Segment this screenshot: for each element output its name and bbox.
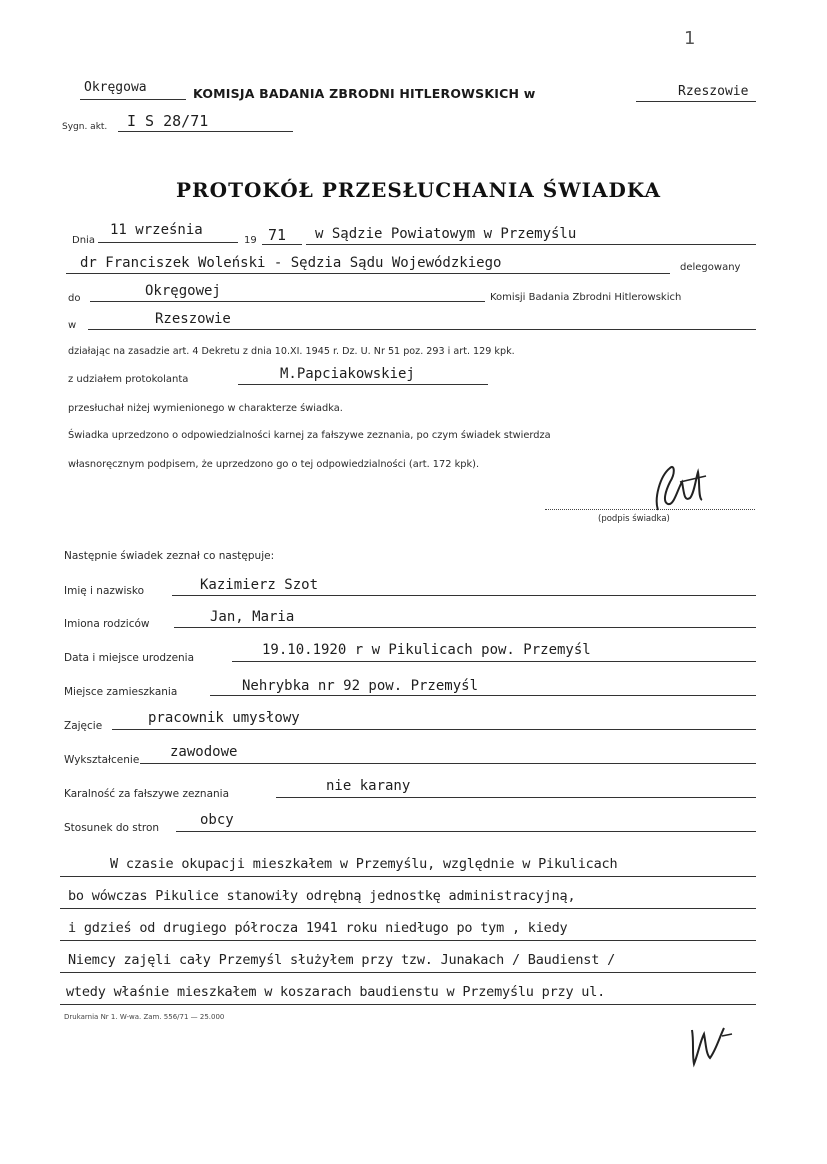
narrative-line: W czasie okupacji mieszkałem w Przemyślu, względnie w Pikulicach [110, 856, 618, 872]
heard-text: przesłuchał niżej wymienionego w charakterze świadka. [68, 403, 343, 414]
warning-line-1: Świadka uprzedzono o odpowiedzialności karnej za fałszywe zeznania, po czym świadek stwierdza [68, 430, 551, 441]
commission-kind: Okręgowa [84, 80, 147, 95]
page-title: PROTOKÓŁ PRZESŁUCHANIA ŚWIADKA [176, 178, 661, 202]
to-label: do [68, 293, 81, 304]
date-label: Dnia [72, 235, 95, 246]
file-number-label: Sygn. akt. [62, 122, 108, 132]
witness-parents: Jan, Maria [210, 609, 295, 625]
witness-initials [686, 1024, 736, 1068]
warning-line-2: własnoręcznym podpisem, że uprzedzono go o tej odpowiedzialności (art. 172 kpk). [68, 459, 480, 470]
delegated-label: delegowany [680, 262, 741, 273]
witness-occupation: pracownik umysłowy [148, 710, 300, 726]
date-day-month: 11 września [110, 222, 203, 238]
signature-caption: (podpis świadka) [598, 514, 670, 524]
hearing-place: w Sądzie Powiatowym w Przemyślu [315, 226, 577, 242]
year-prefix: 19 [244, 235, 257, 246]
print-footer: Drukarnia Nr 1. W-wa. Zam. 556/71 — 25.000 [64, 1013, 225, 1021]
file-number: I S 28/71 [127, 112, 209, 130]
legal-basis: działając na zasadzie art. 4 Dekretu z dnia 10.XI. 1945 r. Dz. U. Nr 51 poz. 293 i art. 129 kpk. [68, 346, 515, 357]
witness-relation: obcy [200, 812, 234, 828]
narrative-line: wtedy właśnie mieszkałem w koszarach baudienstu w Przemyślu przy ul. [66, 984, 606, 1000]
commission-label: Komisji Badania Zbrodni Hitlerowskich [490, 292, 682, 303]
narrative-line: i gdzieś od drugiego półrocza 1941 roku niedługo po tym , kiedy [68, 920, 568, 936]
witness-education: zawodowe [170, 744, 238, 760]
witness-signature [640, 458, 720, 520]
witness-name: Kazimierz Szot [200, 577, 319, 593]
page-number: 1 [684, 28, 696, 49]
witness-birth: 19.10.1920 r w Pikulicach pow. Przemyśl [262, 642, 591, 658]
narrative-line: bo wówczas Pikulice stanowiły odrębną jednostkę administracyjną, [68, 888, 576, 904]
protocolist: M.Papciakowskiej [280, 366, 415, 382]
narrative-line: Niemcy zajęli cały Przemyśl służyłem przy tzw. Junakach / Baudienst / [68, 952, 616, 968]
witness-residence: Nehrybka nr 92 pow. Przemyśl [242, 678, 479, 694]
year-suffix: 71 [268, 226, 287, 244]
witness-record: nie karany [326, 778, 411, 794]
witness-lead: Następnie świadek zeznał co następuje: [64, 550, 275, 562]
examiner: dr Franciszek Woleński - Sędzia Sądu Wojewódzkiego [80, 255, 502, 271]
city: Rzeszowie [155, 311, 231, 327]
commission-city: Rzeszowie [678, 84, 749, 99]
commission-kind-dative: Okręgowej [145, 283, 221, 299]
protocolist-label: z udziałem protokolanta [68, 374, 189, 385]
commission-name: KOMISJA BADANIA ZBRODNI HITLEROWSKICH w [193, 86, 536, 101]
in-label: w [68, 320, 77, 331]
document-page: 1 Okręgowa KOMISJA BADANIA ZBRODNI HITLEROWSKICH w Rzeszowie Sygn. akt. I S 28/71 PROTOKÓŁ PRZESŁUCHANIA ŚWIADKA Dnia 11 września 19 71 w Sądzie Powiatowym w Przemyślu dr Franciszek Woleński - Sędzia Sądu Wojewódzkiego delegowany do Okręgowej Komisji Badania Zbrodni Hitlerowskich w Rzeszowie działając na zasadzie art. 4 Dekretu z dnia 10.XI. 1945 r. Dz. U. Nr 51 poz. 293 i art. 129 kpk. z udziałem protokolanta M.Papciakowskiej przesłuchał niżej wymienionego w charakterze świadka. Świadka uprzedzono o odpowiedzialności karnej za fałszywe zeznania, po czym świadek stwierdza własnoręcznym podpisem, że uprzedzono go o tej odpowiedzialności (art. 172 kpk). (podpis świadka) Następnie świadek zeznał co następuje: Imię i nazwisko Kazimierz Szot Imiona rodziców Jan, Maria Data i miejsce urodzenia 19.10.1920 r w Pikulicach pow. Przemyśl Miejsce zamieszkania Nehrybka nr 92 pow. Przemyśl Zajęcie pracownik umysłowy Wykształcenie zawodowe Karalność za fałszywe zeznania nie karany Stosunek do stron obcy W czasie okupacji mieszkałem w Przemyślu, względnie w Pikulicach bo wówczas Pikulice stanowiły odrębną jednostkę administracyjną, i gdzieś od drugiego półrocza 1941 roku niedługo po tym , kiedy Niemcy zajęli cały Przemyśl służyłem przy tzw. Junakach / Baudienst / wtedy właśnie mieszkałem w koszarach baudienstu w Przemyślu przy ul. Drukarnia Nr 1. W-wa. Zam. 556/71 — 25.000 [0, 0, 827, 1164]
